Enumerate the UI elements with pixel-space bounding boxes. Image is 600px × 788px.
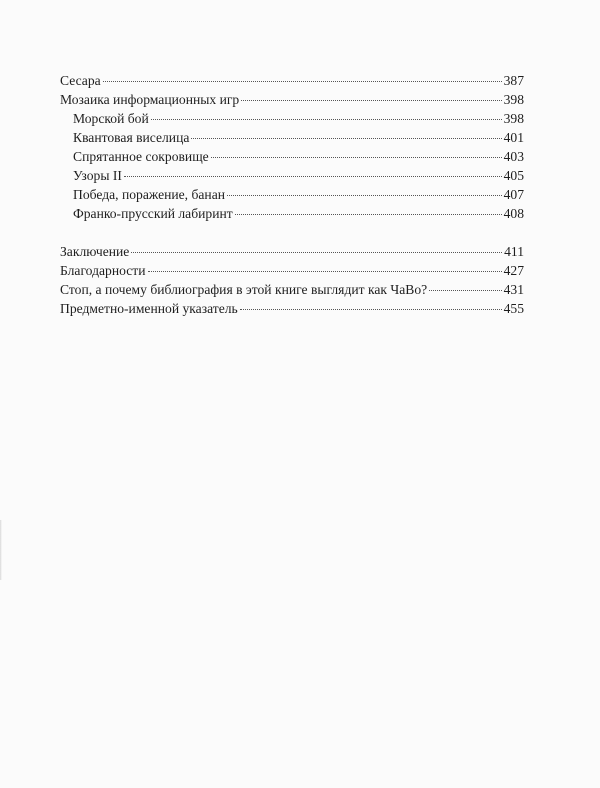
toc-entry-page: 411: [504, 244, 524, 259]
toc-entry-title: Мозаика информационных игр: [60, 92, 240, 107]
toc-entry-title: Победа, поражение, банан: [73, 187, 226, 202]
toc-subentry[interactable]: [60, 109, 524, 128]
toc-subentry[interactable]: [60, 128, 524, 147]
toc-entry-page: 398: [503, 111, 524, 126]
toc-dot-leader: [227, 195, 502, 196]
page-edge-shadow: [0, 520, 2, 580]
toc-dot-leader: [103, 81, 502, 82]
toc-entry-page: 407: [503, 187, 524, 202]
toc-dot-leader: [131, 252, 502, 253]
toc-dot-leader: [211, 157, 502, 158]
toc-entry-page: 431: [503, 282, 524, 297]
toc-entry-title: Благодарности: [60, 263, 146, 278]
toc-entry-title: Спрятанное сокровище: [73, 149, 209, 164]
toc-entry-title: Франко-прусский лабиринт: [73, 206, 233, 221]
table-of-contents: [60, 71, 524, 318]
toc-entry-page: 427: [503, 263, 524, 278]
toc-entry-title: Узоры II: [73, 168, 122, 183]
toc-dot-leader: [148, 271, 502, 272]
toc-entry[interactable]: [60, 242, 524, 261]
toc-dot-leader: [151, 119, 502, 120]
toc-entry-page: 401: [503, 130, 524, 145]
toc-entry-page: 405: [503, 168, 524, 183]
toc-entry-page: 403: [503, 149, 524, 164]
toc-dot-leader: [124, 176, 502, 177]
toc-entry-title: Морской бой: [73, 111, 149, 126]
toc-entry[interactable]: [60, 261, 524, 280]
toc-entry-page: 398: [503, 92, 524, 107]
toc-entry[interactable]: [60, 280, 524, 299]
toc-dot-leader: [235, 214, 502, 215]
section-gap: [60, 223, 524, 242]
toc-dot-leader: [241, 100, 501, 101]
toc-subentry[interactable]: [60, 204, 524, 223]
toc-entry-title: Стоп, а почему библиография в этой книге выглядит как ЧаВо?: [60, 282, 428, 297]
toc-entry-page: 455: [503, 301, 524, 316]
toc-dot-leader: [240, 309, 502, 310]
toc-subentry[interactable]: [60, 185, 524, 204]
toc-entry-page: 408: [503, 206, 524, 221]
toc-entry-title: Предметно-именной указатель: [60, 301, 238, 316]
toc-entry-title: Квантовая виселица: [73, 130, 190, 145]
toc-dot-leader: [191, 138, 501, 139]
toc-entry-page: 387: [503, 73, 524, 88]
toc-subentry[interactable]: [60, 147, 524, 166]
toc-entry-title: Заключение: [60, 244, 130, 259]
toc-entry[interactable]: [60, 90, 524, 109]
toc-entry-title: Сесара: [60, 73, 101, 88]
toc-dot-leader: [429, 290, 501, 291]
toc-entry[interactable]: [60, 299, 524, 318]
toc-entry[interactable]: [60, 71, 524, 90]
toc-subentry[interactable]: [60, 166, 524, 185]
